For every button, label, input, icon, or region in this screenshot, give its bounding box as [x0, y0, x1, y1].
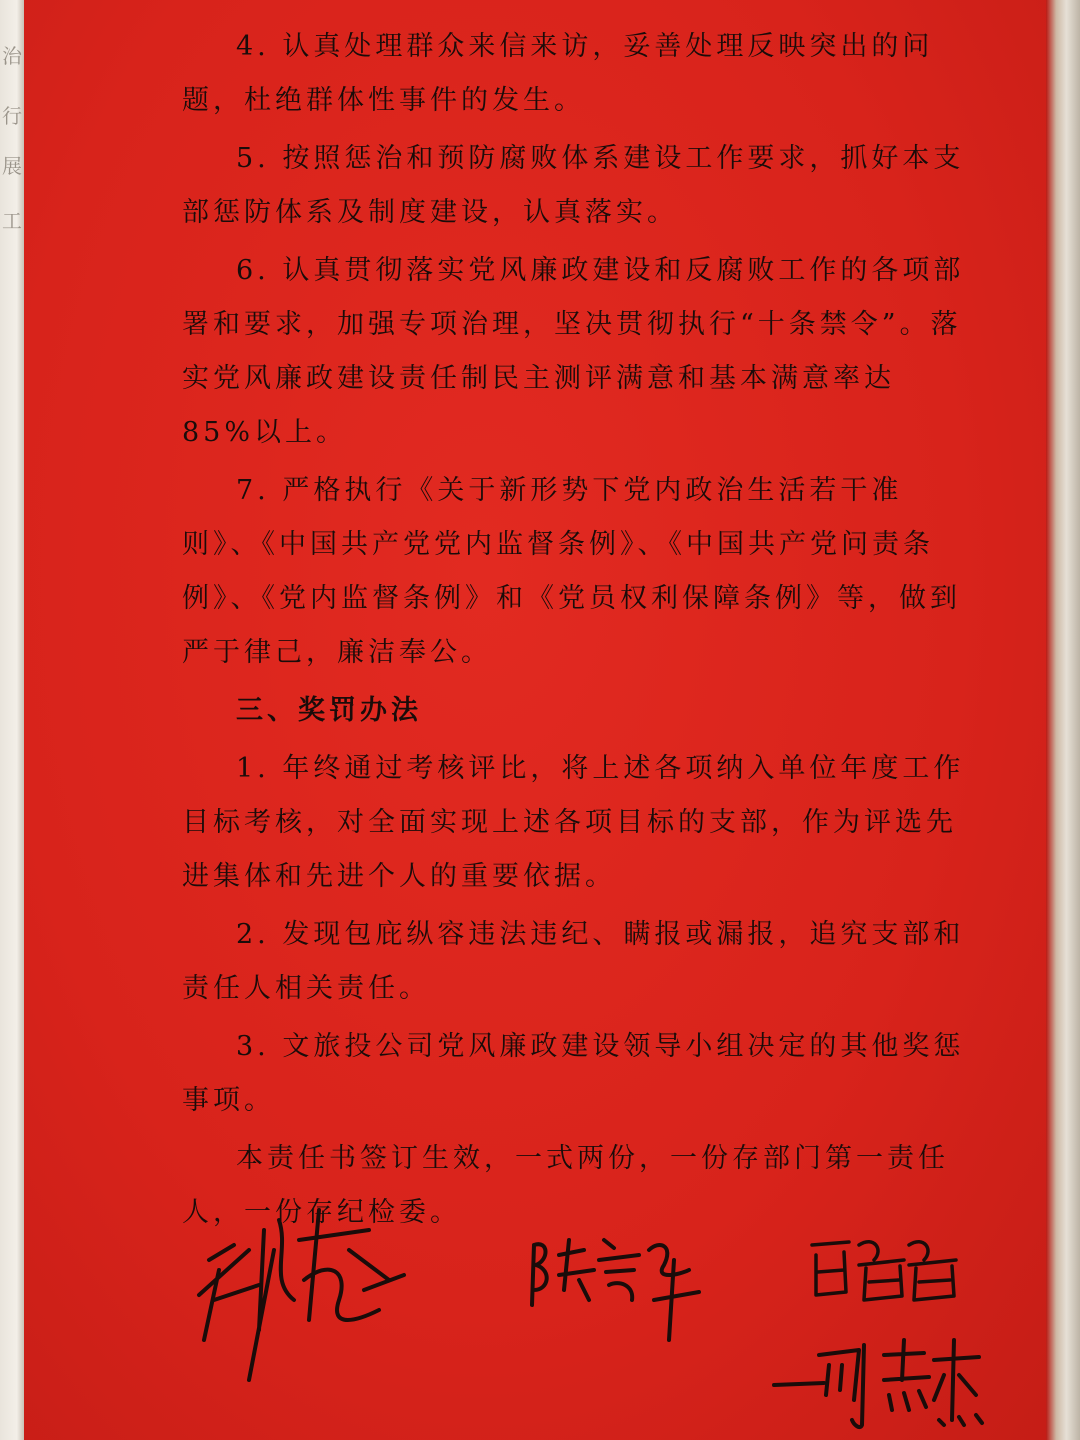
signature-area — [24, 1170, 1046, 1440]
clause-5: 5. 按照惩治和预防腐败体系建设工作要求，抓好本支部惩防体系及制度建设，认真落实。 — [182, 143, 965, 228]
reward-rule-1: 1. 年终通过考核评比，将上述各项纳入单位年度工作目标考核，对全面实现上述各项目标的支部，作为评选先进集体和先进个人的重要依据。 — [182, 753, 965, 892]
signature-3 — [804, 1230, 964, 1314]
reward-rule-2: 2. 发现包庇纵容违法违纪、瞒报或漏报，追究支部和责任人相关责任。 — [182, 919, 965, 1004]
margin-char: 工 — [2, 209, 22, 233]
closing-statement: 本责任书签订生效，一式两份，一份存部门第一责任人，一份存纪检委。 — [182, 1143, 949, 1228]
adjacent-page-edge — [0, 0, 24, 1440]
reward-rule-3: 3. 文旅投公司党风廉政建设领导小组决定的其他奖惩事项。 — [182, 1031, 965, 1116]
clause-4: 4. 认真处理群众来信来访，妥善处理反映突出的问题，杜绝群体性事件的发生。 — [182, 31, 934, 116]
section-heading: 三、奖罚办法 — [236, 695, 422, 726]
clause-6: 6. 认真贯彻落实党风廉政建设和反腐败工作的各项部署和要求，加强专项治理，坚决贯彻执行“十条禁令”。落实党风廉政建设责任制民主测评满意和基本满意率达 85%以上。 — [182, 255, 965, 448]
margin-char: 展 — [2, 154, 22, 178]
signature-1 — [179, 1190, 419, 1394]
margin-char: 行 — [2, 104, 22, 128]
signature-4 — [764, 1325, 994, 1439]
margin-char: 治 — [2, 44, 22, 68]
signature-2 — [524, 1230, 714, 1354]
page-stack-edge — [1046, 0, 1080, 1440]
document-body — [182, 20, 972, 1244]
clause-7: 7. 严格执行《关于新形势下党内政治生活若干准则》、《中国共产党党内监督条例》、《中国共产党问责条例》、《党内监督条例》和《党员权利保障条例》等，做到严于律己，廉洁奉公。 — [182, 475, 961, 668]
